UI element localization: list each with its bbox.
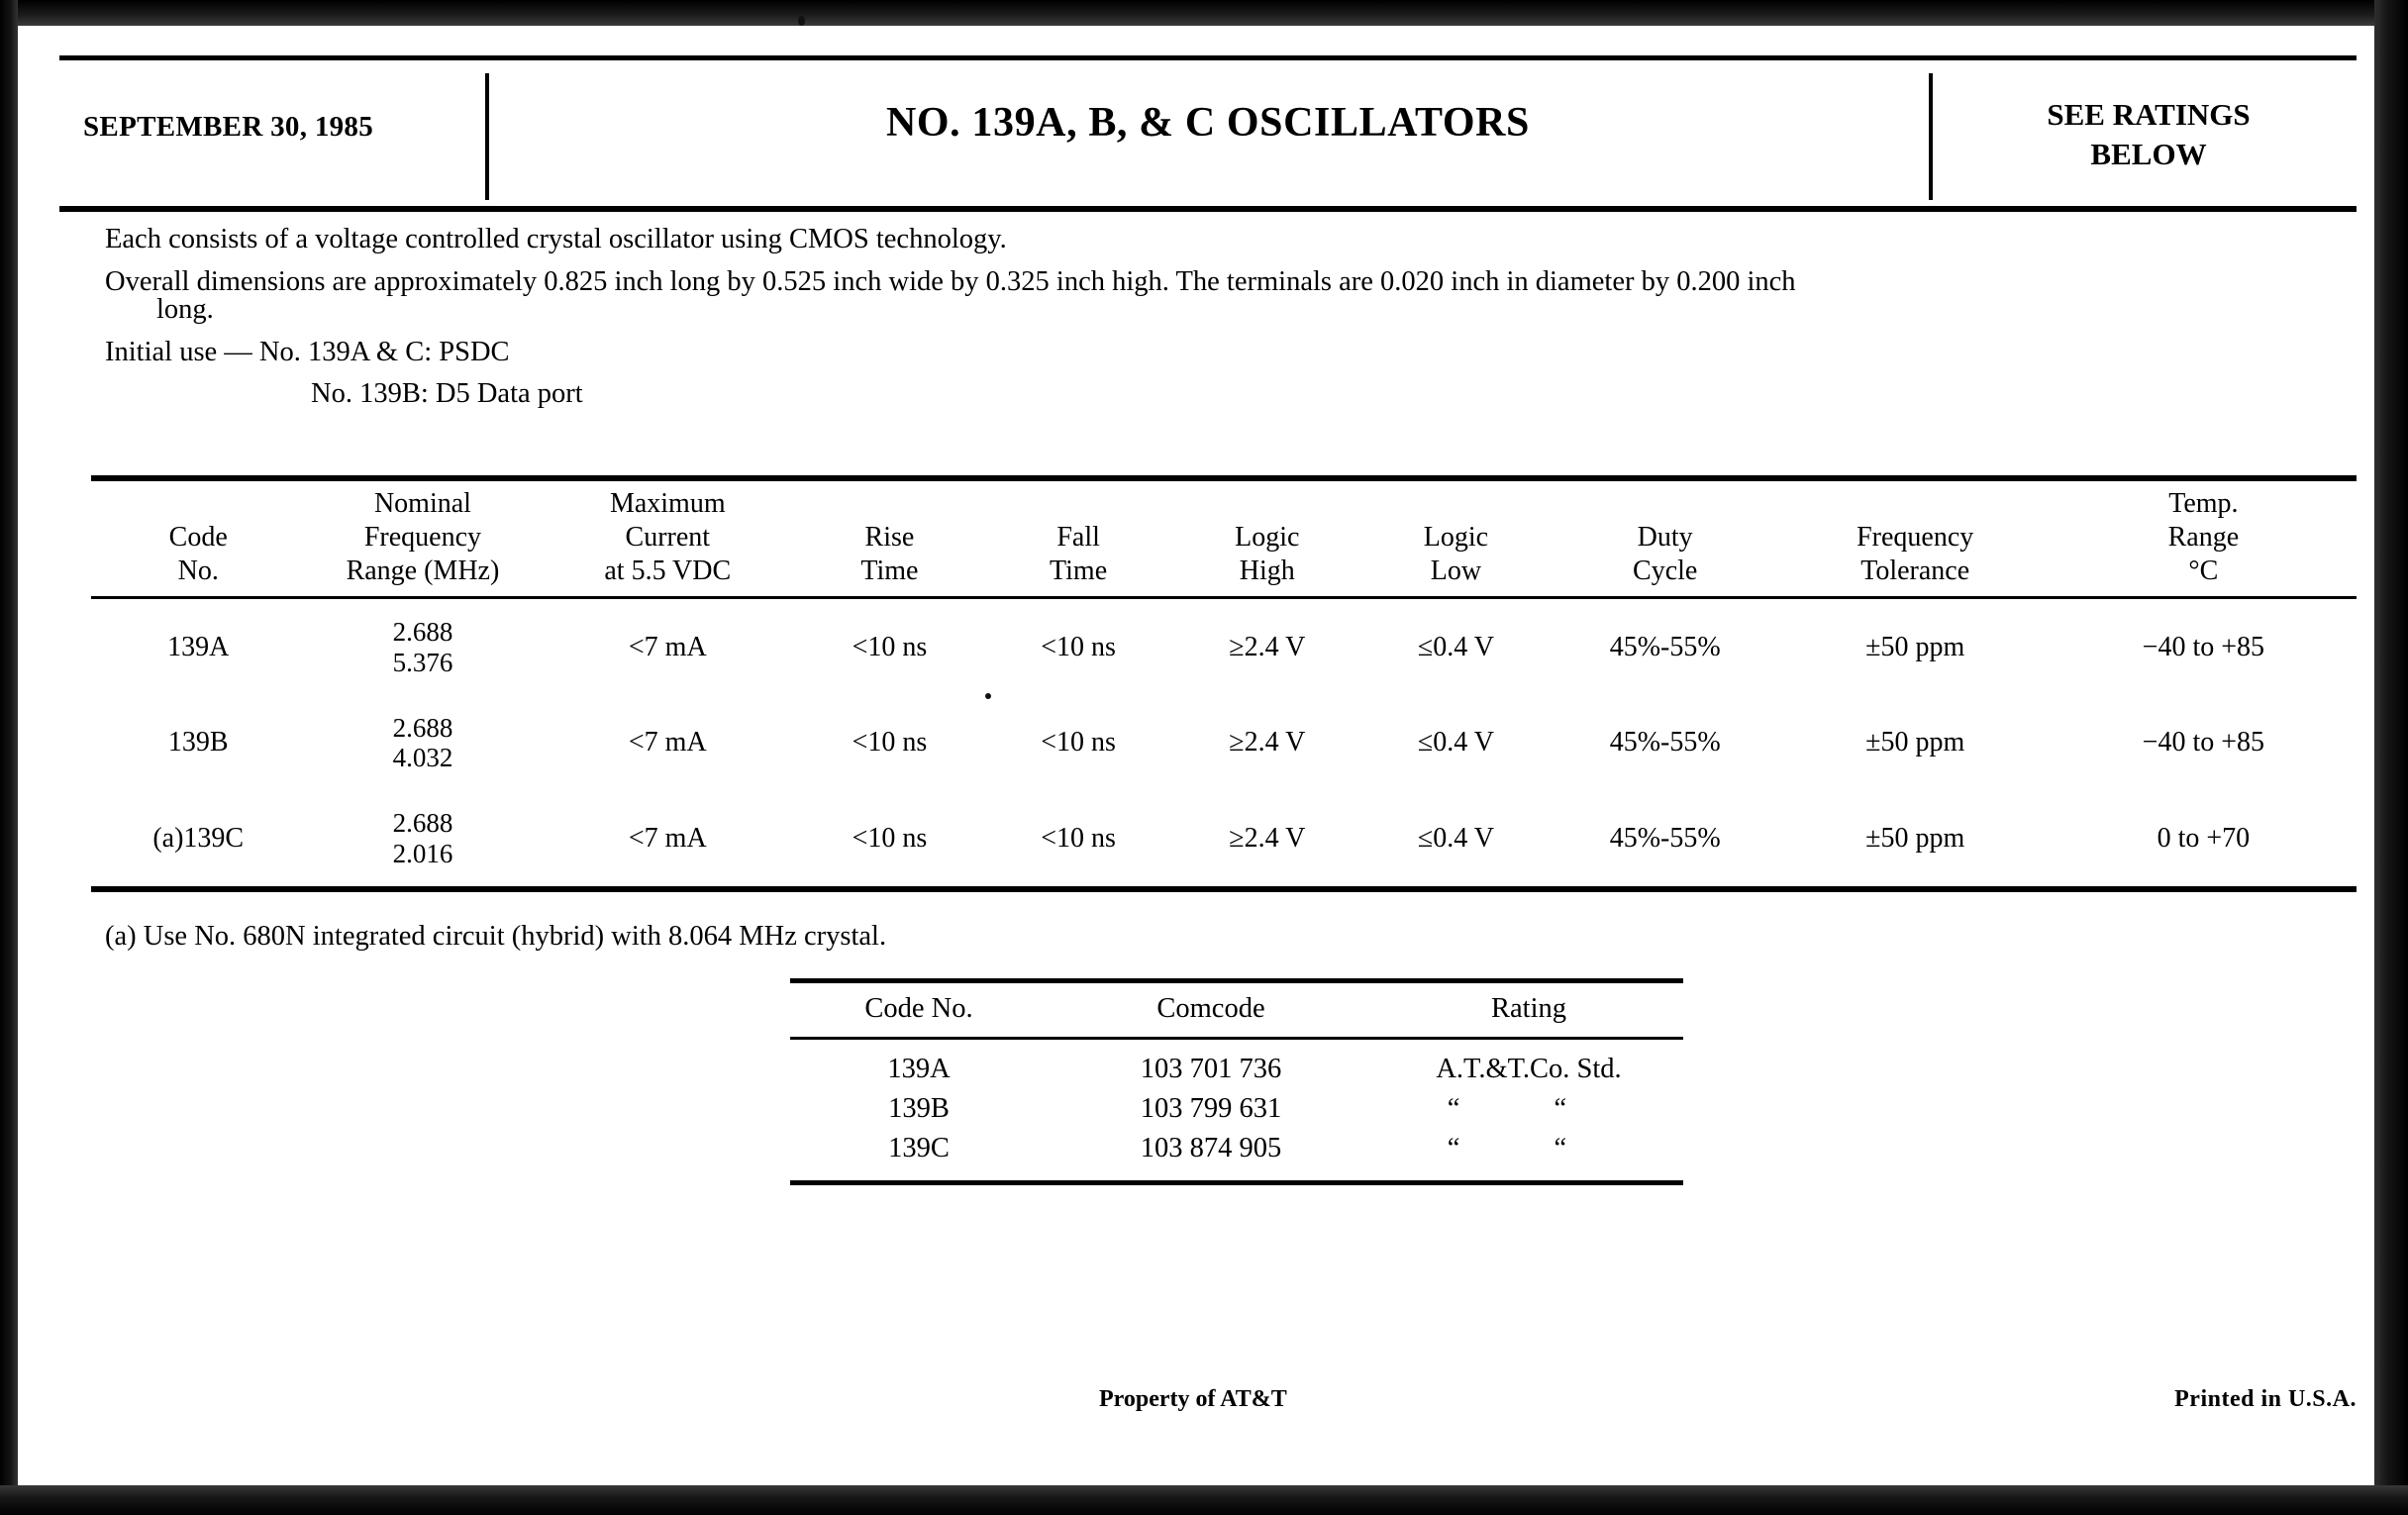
comcode-table-body [790, 1040, 1683, 1180]
spec-col-duty-l1: Duty [1637, 522, 1693, 554]
comcode-col-comcode: Comcode [1156, 993, 1265, 1024]
table-row [790, 1040, 1683, 1089]
spec-col-frequency [305, 481, 540, 596]
specifications-table [91, 475, 2357, 892]
spec-col-fall [984, 481, 1173, 596]
scan-edge-left [0, 0, 18, 1515]
header-rule-top [59, 55, 2357, 60]
spec-col-logic-high-l2: High [1239, 556, 1295, 587]
document-content [50, 32, 2370, 1477]
spec-col-logic-low-l2: Low [1430, 556, 1482, 587]
spec-header-row [91, 481, 2357, 596]
spec-col-duty-l2: Cycle [1633, 556, 1698, 587]
document-sheet [14, 14, 2374, 1493]
spec-cell-frequency-lo: 2.016 [392, 838, 453, 868]
spec-table-body-wrap [91, 599, 2357, 885]
spec-cell-frequency-lo: 5.376 [392, 647, 453, 677]
spec-cell-logic-low: ≤0.4 V [1417, 727, 1494, 758]
spec-col-tolerance-l2: Tolerance [1860, 556, 1970, 587]
scan-speck [985, 693, 991, 699]
spec-cell-code: 139B [167, 727, 229, 758]
intro-line-2-cont: long. [156, 294, 214, 325]
footer-property: Property of AT&T [1099, 1386, 1287, 1412]
spec-cell-tolerance: ±50 ppm [1865, 631, 1965, 662]
spec-cell-fall: <10 ns [1041, 631, 1116, 662]
footer-printed: Printed in U.S.A. [2174, 1386, 2357, 1412]
page-title: NO. 139A, B, & C OSCILLATORS [885, 100, 1531, 146]
spec-cell-frequency-lo: 4.032 [392, 743, 453, 773]
spec-cell-frequency-hi: 2.688 [392, 808, 453, 839]
comcode-header-row [790, 983, 1683, 1037]
scan-edge-bottom [0, 1485, 2408, 1515]
spec-cell-logic-high: ≥2.4 V [1229, 631, 1306, 662]
spec-col-code [91, 481, 305, 596]
spec-col-frequency-l3: Range (MHz) [346, 556, 500, 587]
scan-speck [798, 16, 805, 26]
scan-edge-top [0, 0, 2408, 26]
spec-cell-temp: 0 to +70 [2157, 822, 2251, 854]
intro-paragraphs [105, 226, 2343, 423]
comcode-col-code: Code No. [864, 993, 973, 1024]
spec-cell-logic-high: ≥2.4 V [1229, 727, 1306, 758]
spec-cell-rise: <10 ns [852, 822, 928, 854]
comcode-cell-rating: “ “ [1447, 1093, 1611, 1124]
footnote-a: (a) Use No. 680N integrated circuit (hybrid) with 8.064 MHz crystal. [105, 921, 887, 952]
table-row [790, 1089, 1683, 1129]
spec-cell-temp: −40 to +85 [2142, 631, 2265, 662]
spec-cell-logic-low: ≤0.4 V [1417, 822, 1494, 854]
table-row [91, 790, 2357, 885]
comcode-col-rating: Rating [1491, 993, 1566, 1024]
comcode-cell-comcode: 103 799 631 [1140, 1093, 1282, 1124]
header-rule-bottom [59, 206, 2357, 212]
intro-line-2-text: Overall dimensions are approximately 0.825 inch long by 0.525 inch wide by 0.325 inch high. The terminals are 0.020 inch in diameter by 0.200 inch [105, 265, 1796, 297]
spec-col-temp-l2: Range [2167, 522, 2240, 554]
ratings-note-line2: BELOW [2090, 136, 2207, 171]
header-divider-right [1929, 73, 1933, 200]
ratings-note-line1: SEE RATINGS [2047, 97, 2251, 132]
comcode-table-head-wrap [790, 983, 1683, 1037]
spec-cell-frequency-hi: 2.688 [392, 712, 453, 743]
spec-cell-logic-low: ≤0.4 V [1417, 631, 1494, 662]
intro-line-3: Initial use — No. 139A & C: PSDC [105, 336, 510, 367]
spec-cell-rise: <10 ns [852, 727, 928, 758]
spec-cell-duty: 45%-55% [1609, 822, 1721, 854]
spec-col-rise-l1: Rise [864, 522, 915, 554]
comcode-table-head [790, 983, 1683, 1037]
spec-cell-frequency [305, 790, 540, 885]
spec-col-current [540, 481, 795, 596]
comcode-table [790, 978, 1683, 1185]
table-row [91, 695, 2357, 790]
spec-cell-current: <7 mA [628, 822, 707, 854]
spec-table-body [91, 599, 2357, 885]
spec-col-current-l2: Current [625, 522, 711, 554]
spec-table [91, 481, 2357, 596]
spec-cell-temp: −40 to +85 [2142, 727, 2265, 758]
spec-cell-frequency-hi: 2.688 [392, 617, 453, 648]
header-divider-left [485, 73, 489, 200]
spec-col-rise-l2: Time [860, 556, 919, 587]
comcode-cell-code: 139B [888, 1093, 950, 1124]
spec-cell-current: <7 mA [628, 727, 707, 758]
spec-cell-code: (a)139C [152, 822, 245, 854]
spec-col-logic-low-l1: Logic [1423, 522, 1489, 554]
spec-col-code-l2: No. [177, 556, 219, 587]
spec-col-rise [795, 481, 984, 596]
comcode-cell-comcode: 103 701 736 [1140, 1054, 1282, 1084]
document-header [59, 55, 2357, 192]
spec-cell-duty: 45%-55% [1609, 631, 1721, 662]
spec-col-logic-low [1361, 481, 1551, 596]
spec-col-logic-high-l1: Logic [1235, 522, 1300, 554]
spec-col-tolerance-l1: Frequency [1856, 522, 1974, 554]
spec-cell-code: 139A [167, 631, 230, 662]
comcode-rule-bottom [790, 1180, 1683, 1185]
spec-cell-frequency [305, 695, 540, 790]
spec-col-fall-l1: Fall [1056, 522, 1100, 554]
comcode-cell-comcode: 103 874 905 [1140, 1133, 1282, 1163]
intro-line-1: Each consists of a voltage controlled crystal oscillator using CMOS technology. [105, 224, 1007, 254]
spec-cell-duty: 45%-55% [1609, 727, 1721, 758]
intro-line-2 [105, 265, 2343, 325]
spec-rule-bottom [91, 886, 2357, 892]
spec-cell-fall: <10 ns [1041, 822, 1116, 854]
spec-col-tolerance [1780, 481, 2051, 596]
comcode-cell-code: 139A [887, 1054, 951, 1084]
spec-col-frequency-l1: Nominal [373, 488, 471, 519]
spec-table-head [91, 481, 2357, 596]
spec-col-temp-l3: °C [2188, 556, 2219, 587]
spec-cell-frequency [305, 599, 540, 694]
comcode-cell-rating: A.T.&T.Co. Std. [1436, 1054, 1622, 1084]
spec-cell-tolerance: ±50 ppm [1865, 822, 1965, 854]
table-row [91, 599, 2357, 694]
spec-cell-tolerance: ±50 ppm [1865, 727, 1965, 758]
spec-col-frequency-l2: Frequency [363, 522, 482, 554]
spec-cell-rise: <10 ns [852, 631, 928, 662]
comcode-cell-rating: “ “ [1447, 1133, 1611, 1163]
spec-cell-logic-high: ≥2.4 V [1229, 822, 1306, 854]
spec-cell-current: <7 mA [628, 631, 707, 662]
spec-cell-fall: <10 ns [1041, 727, 1116, 758]
intro-line-4: No. 139B: D5 Data port [311, 378, 583, 409]
spec-col-temp [2051, 481, 2357, 596]
spec-col-current-l1: Maximum [609, 488, 726, 519]
comcode-table-body-wrap [790, 1040, 1683, 1180]
spec-col-fall-l2: Time [1050, 556, 1108, 587]
scan-edge-right [2374, 0, 2408, 1515]
spec-col-code-l1: Code [168, 522, 228, 554]
comcode-cell-code: 139C [888, 1133, 950, 1163]
ratings-note [1941, 95, 2357, 173]
spec-col-current-l3: at 5.5 VDC [604, 556, 732, 587]
spec-col-duty [1551, 481, 1780, 596]
spec-col-logic-high [1172, 481, 1361, 596]
issue-date: SEPTEMBER 30, 1985 [83, 111, 374, 143]
spec-col-temp-l1: Temp. [2168, 488, 2239, 519]
table-row [790, 1129, 1683, 1180]
